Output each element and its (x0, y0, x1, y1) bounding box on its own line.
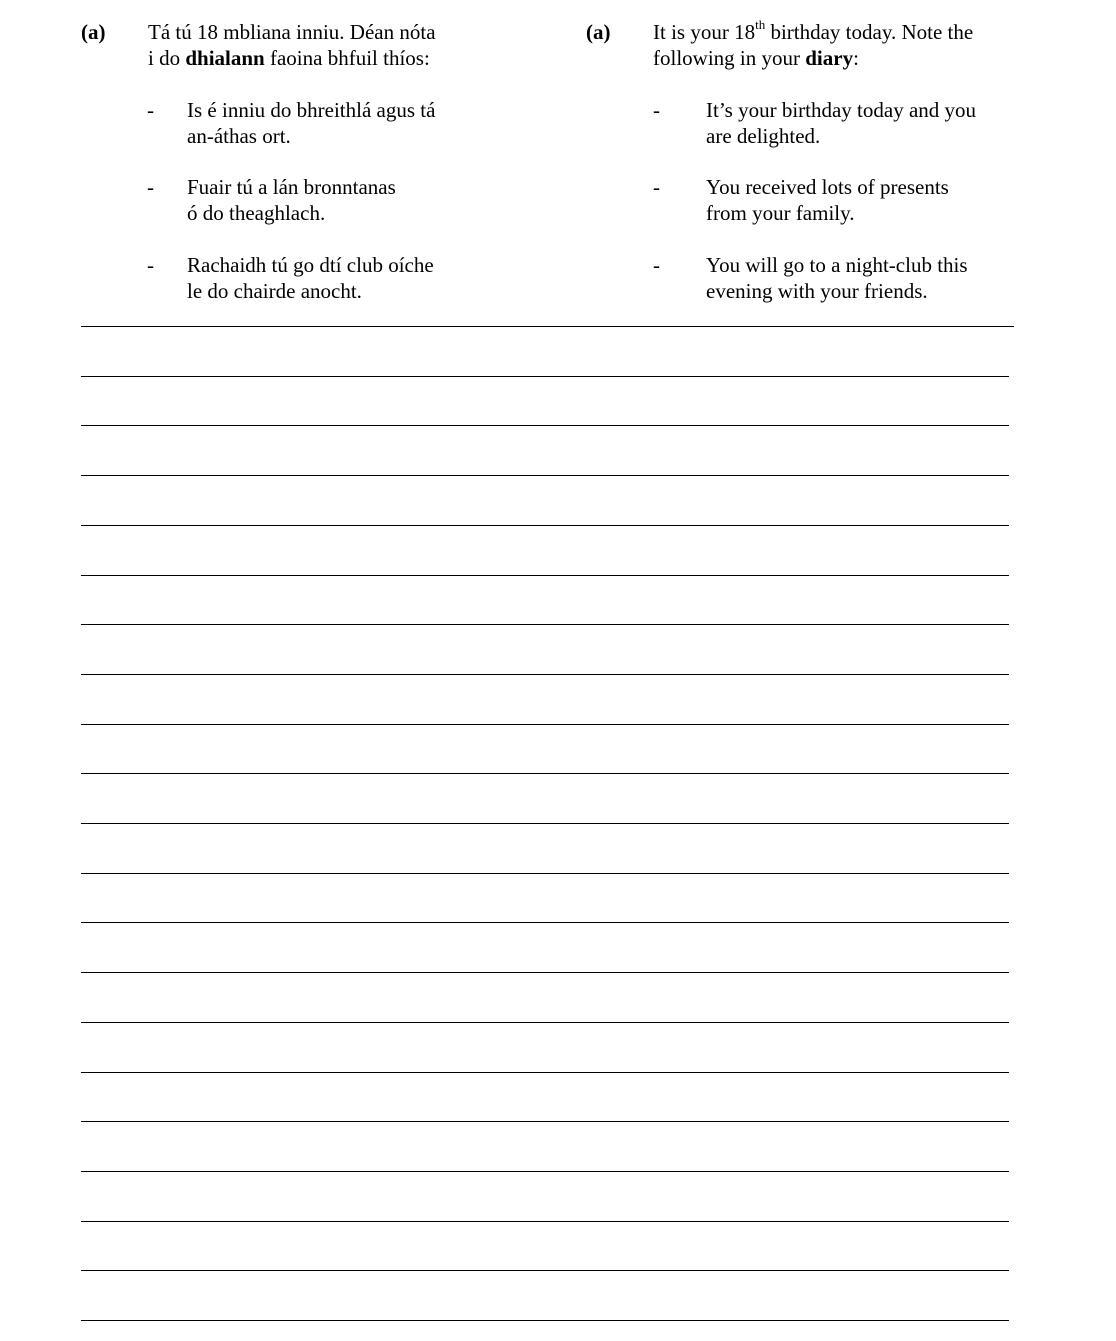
bullet-dash: - (147, 175, 154, 199)
bullet-text (706, 174, 949, 226)
bullet-text (187, 97, 435, 149)
bullet-line: You will go to a night-club this (706, 253, 968, 277)
bullet-line: are delighted. (706, 124, 821, 148)
ordinal-superscript: th (755, 17, 766, 32)
answer-line[interactable] (81, 674, 1009, 675)
bullet-line: evening with your friends. (706, 279, 928, 303)
answer-line[interactable] (81, 773, 1009, 774)
bullet-dash: - (653, 253, 660, 277)
instruction-english-line1-pre: It is your 18 (653, 20, 756, 44)
instruction-english-keyword: diary (805, 46, 854, 70)
bullet-line: ó do theaghlach. (187, 201, 326, 225)
instruction-irish-keyword: dhialann (185, 46, 265, 70)
answer-line[interactable] (81, 575, 1009, 576)
answer-line[interactable] (81, 1320, 1009, 1321)
bullet-dash: - (147, 98, 154, 122)
question-marker-left: (a) (81, 20, 106, 44)
bullet-text (706, 252, 968, 304)
answer-line[interactable] (81, 1121, 1009, 1122)
instruction-irish-line2-post: faoina bhfuil thíos: (264, 46, 430, 70)
answer-line[interactable] (81, 525, 1009, 526)
answer-line[interactable] (81, 823, 1009, 824)
instruction-english-line2-pre: following in your (653, 46, 806, 70)
bullet-line: Fuair tú a lán bronntanas (187, 175, 396, 199)
instruction-irish-line2 (148, 45, 436, 71)
answer-line[interactable] (81, 922, 1009, 923)
bullet-line: le do chairde anocht. (187, 279, 362, 303)
bullet-text (187, 252, 434, 304)
answer-line[interactable] (81, 1022, 1009, 1023)
instruction-english (653, 19, 973, 71)
bullet-line: an-áthas ort. (187, 124, 291, 148)
bullet-line: from your family. (706, 201, 855, 225)
instruction-english-line2-post: : (853, 46, 859, 70)
instruction-english-line2 (653, 45, 973, 71)
answer-line[interactable] (81, 724, 1009, 725)
instruction-irish-line2-pre: i do (148, 46, 186, 70)
instruction-english-line1 (653, 19, 973, 45)
bullet-line: You received lots of presents (706, 175, 949, 199)
answer-line[interactable] (81, 972, 1009, 973)
bullet-dash: - (653, 98, 660, 122)
bullet-line: Rachaidh tú go dtí club oíche (187, 253, 434, 277)
answer-line[interactable] (81, 1171, 1009, 1172)
bullet-text (187, 174, 396, 226)
bullet-dash: - (147, 253, 154, 277)
instruction-english-line1-post: birthday today. Note the (765, 20, 974, 44)
answer-line[interactable] (81, 624, 1009, 625)
bullet-line: It’s your birthday today and you (706, 98, 977, 122)
question-marker-right: (a) (586, 20, 611, 44)
answer-line[interactable] (81, 425, 1009, 426)
answer-line[interactable] (81, 1221, 1009, 1222)
answer-line[interactable] (81, 873, 1009, 874)
instruction-irish (148, 19, 436, 71)
bullet-text (706, 97, 976, 149)
answer-line[interactable] (81, 326, 1014, 327)
answer-line[interactable] (81, 475, 1009, 476)
answer-line[interactable] (81, 1072, 1009, 1073)
bullet-dash: - (653, 175, 660, 199)
answer-line[interactable] (81, 376, 1009, 377)
answer-line[interactable] (81, 1270, 1009, 1271)
bullet-line: Is é inniu do bhreithlá agus tá (187, 98, 436, 122)
instruction-irish-line1: Tá tú 18 mbliana inniu. Déan nóta (148, 20, 436, 44)
